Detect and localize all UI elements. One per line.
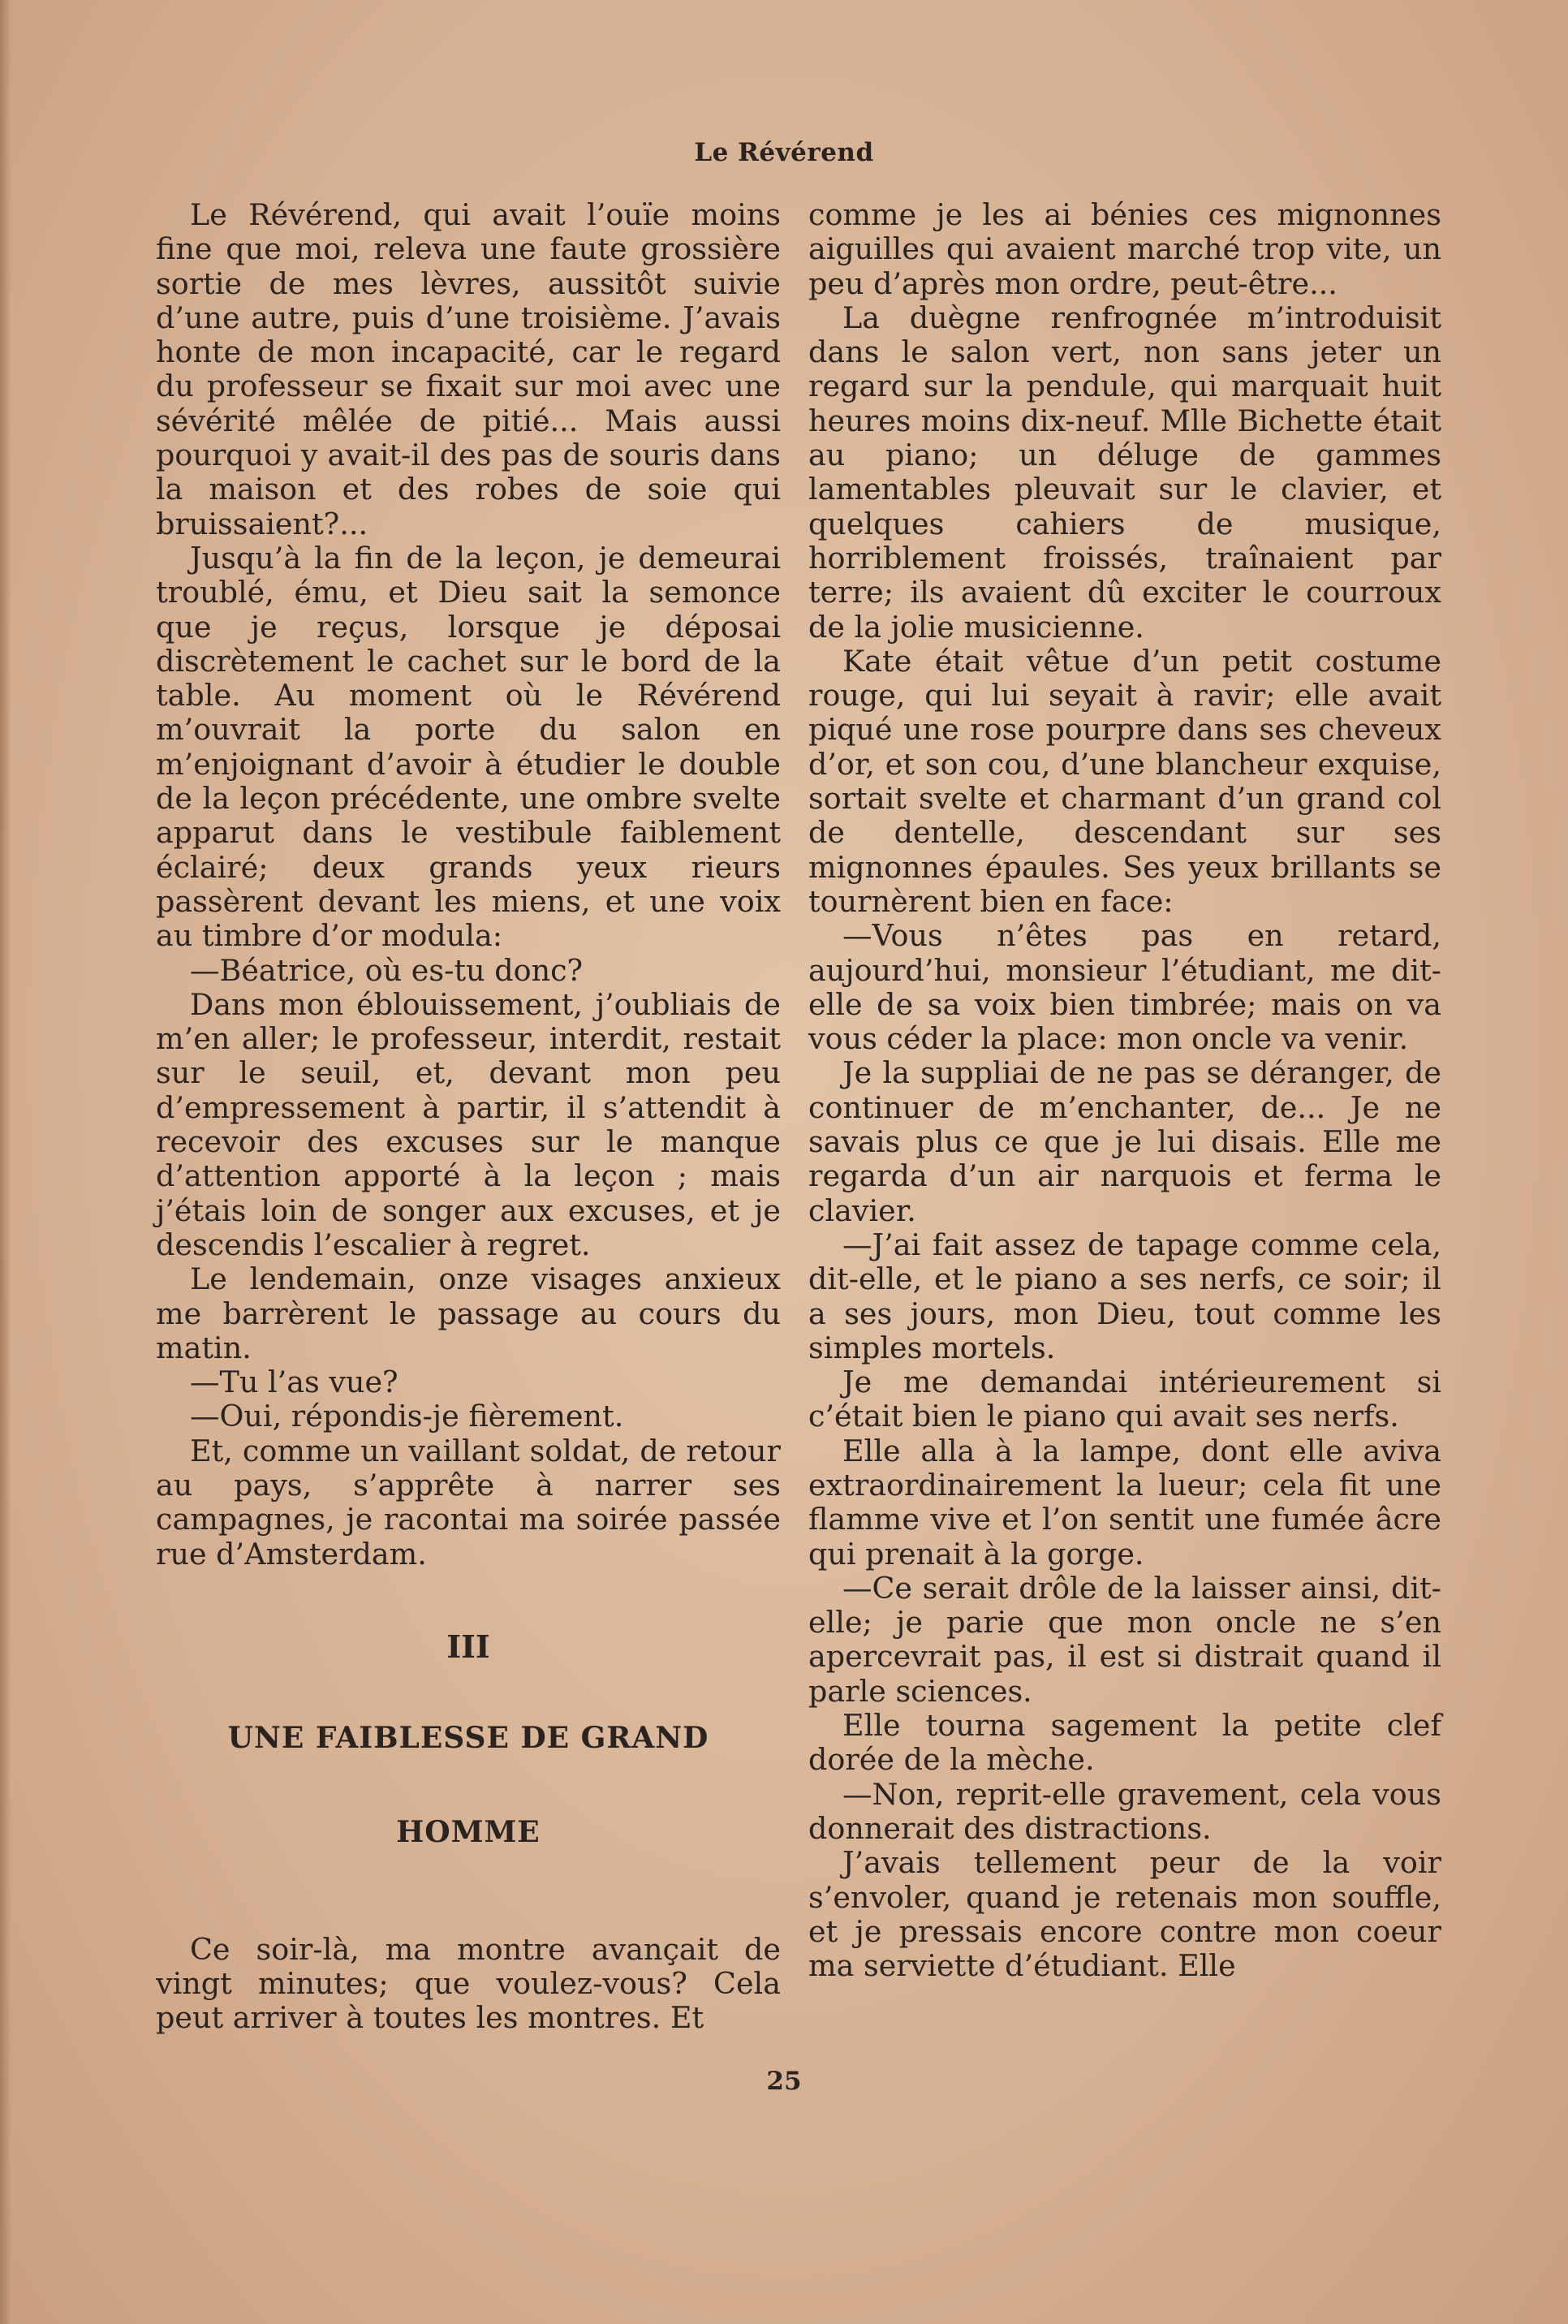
paragraph: J’avais tellement peur de la voir s’envoler, quand je retenais mon souffle, et je pressais encore contre mon coeur ma serviette d’étudiant. Elle <box>808 1845 1441 1984</box>
paragraph: Et, comme un vaillant soldat, de retour au pays, s’apprête à narrer ses campagnes, je racontai ma soirée passée rue d’Amsterdam. <box>156 1433 781 1572</box>
paragraph: —Vous n’êtes pas en retard, aujourd’hui, monsieur l’étudiant, me dit-elle de sa voix bien timbrée; mais on va vous céder la place: mon oncle va venir. <box>808 918 1441 1057</box>
paragraph: —J’ai fait assez de tapage comme cela, dit-elle, et le piano a ses nerfs, ce soir; il a ses jours, mon Dieu, tout comme les simples mortels. <box>808 1227 1441 1365</box>
left-paragraphs-before <box>156 198 781 1572</box>
paragraph: La duègne renfrognée m’introduisit dans le salon vert, non sans jeter un regard sur la pendule, qui marquait huit heures moins dix-neuf. Mlle Bichette était au piano; un déluge de gammes lamentables pleuvait sur le clavier, et quelques cahiers de musique, horriblement froissés, traînaient par terre; ils avaient dû exciter le courroux de la jolie musicienne. <box>808 300 1441 645</box>
paragraph: Dans mon éblouissement, j’oubliais de m’en aller; le professeur, interdit, restait sur le seuil, et, devant mon peu d’empressement à partir, il s’attendit à recevoir des excuses sur le manque d’attention apporté à la leçon ; mais j’étais loin de songer aux excuses, et je descendis l’escalier à regret. <box>156 986 781 1262</box>
paragraph: —Oui, répondis-je fièrement. <box>190 1399 624 1434</box>
paragraph: comme je les ai bénies ces mignonnes aiguilles qui avaient marché trop vite, un peu d’après mon ordre, peut-être... <box>808 197 1441 301</box>
paragraph: Elle tourna sagement la petite clef dorée de la mèche. <box>808 1708 1441 1778</box>
paragraph: Le lendemain, onze visages anxieux me barrèrent le passage au cours du matin. <box>156 1261 781 1365</box>
paragraph: Le Révérend, qui avait l’ouïe moins fine que moi, releva une faute grossière sortie de mes lèvres, aussitôt suivie d’une autre, puis d’une troisième. J’avais honte de mon incapacité, car le regard du professeur se fixait sur moi avec une sévérité mêlée de pitié... Mais aussi pourquoi y avait-il des pas de souris dans la maison et des robes de soie qui bruissaient?... <box>156 197 781 541</box>
chapter-title-line1: UNE FAIBLESSE DE GRAND <box>227 1721 709 1756</box>
paragraph: Je la suppliai de ne pas se déranger, de continuer de m’enchanter, de... Je ne savais plus ce que je lui disais. Elle me regarda d’un air narquois et ferma le clavier. <box>808 1055 1441 1228</box>
right-column <box>808 198 1441 1983</box>
paragraph: Elle alla à la lampe, dont elle aviva extraordinairement la lueur; cela fit une flamme vive et l’on sentit une fumée âcre qui prenait à la gorge. <box>808 1433 1441 1572</box>
paragraph: Kate était vêtue d’un petit costume rouge, qui lui seyait à ravir; elle avait piqué une rose pourpre dans ses cheveux d’or, et son cou, d’une blancheur exquise, sortait svelte et charmant d’un grand col de dentelle, descendant sur ses mignonnes épaules. Ses yeux brillants se tournèrent bien en face: <box>808 643 1441 919</box>
chapter-number: III <box>446 1628 490 1665</box>
page-edge-shadow <box>0 0 11 2324</box>
running-head: Le Révérend <box>694 138 874 167</box>
paragraph: —Non, reprit-elle gravement, cela vous donnerait des distractions. <box>808 1776 1441 1846</box>
paragraph: —Béatrice, où es-tu donc? <box>190 952 584 988</box>
paragraph: Ce soir-là, ma montre avançait de vingt minutes; que voulez-vous? Cela peut arriver à toutes les montres. Et <box>156 1931 781 2036</box>
paragraph: Jusqu’à la fin de la leçon, je demeurai troublé, ému, et Dieu sait la semonce que je reçus, lorsque je déposai discrètement le cachet sur le bord de la table. Au moment où le Révérend m’ouvrait la porte du salon en m’enjoignant d’avoir à étudier le double de la leçon précédente, une ombre svelte apparut dans le vestibule faiblement éclairé; deux grands yeux rieurs passèrent devant les miens, et une voix au timbre d’or modula: <box>156 540 781 954</box>
paragraph: —Tu l’as vue? <box>190 1365 398 1400</box>
paragraph: —Ce serait drôle de la laisser ainsi, dit-elle; je parie que mon oncle ne s’en apercevrait pas, il est si distrait quand il parle sciences. <box>808 1570 1441 1709</box>
left-paragraphs-after <box>156 1933 781 2036</box>
page-number: 25 <box>766 2067 802 2096</box>
left-column <box>156 198 781 2036</box>
chapter-title-line2: HOMME <box>396 1815 541 1850</box>
paragraph: Je me demandai intérieurement si c’était bien le piano qui avait ses nerfs. <box>808 1365 1441 1434</box>
